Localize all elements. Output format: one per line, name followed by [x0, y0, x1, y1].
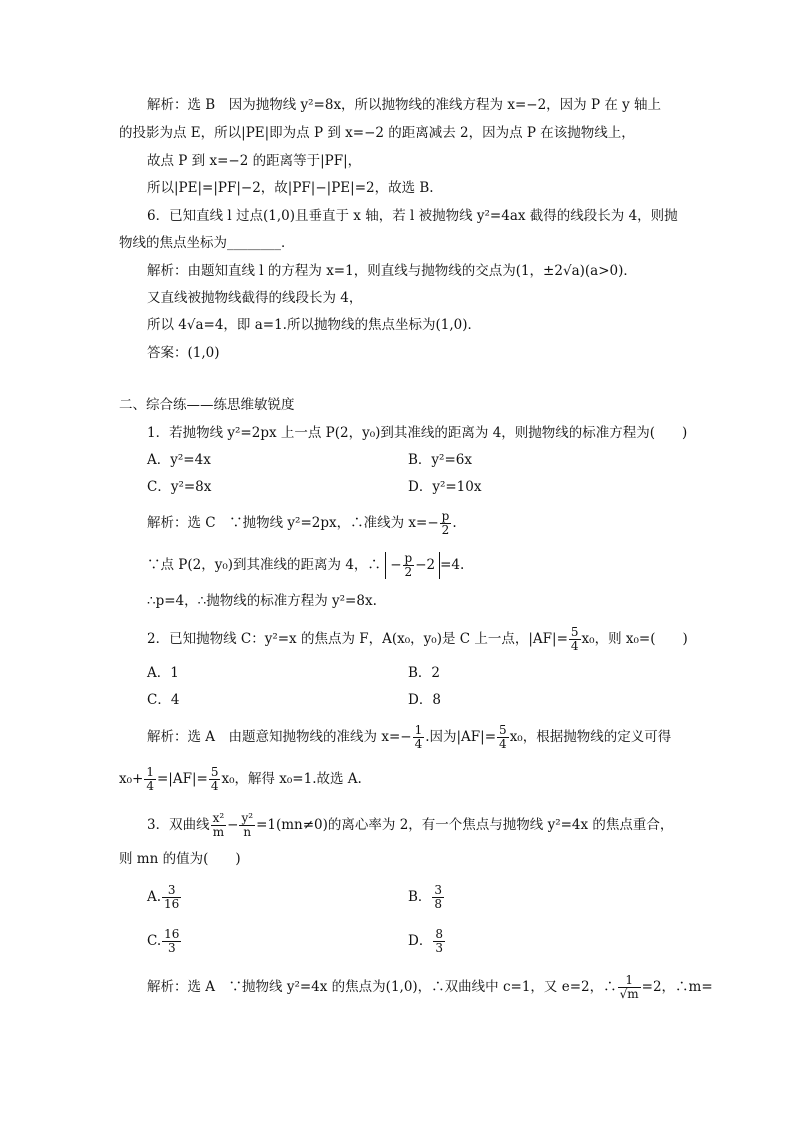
option-c: C. $\frac{16}{3}$	[147, 927, 180, 955]
option-b: B．y²=6x	[408, 452, 472, 468]
answer-line: 答案：(1,0)	[147, 345, 220, 361]
question-3: 3．双曲线 $\frac{\text{x²}}{m}$ − $\frac{\text{y²}}{n}$ =1(mn≠0)的离心率为 2，有一个焦点与抛物线 y²=4x 的焦点重合，	[147, 811, 674, 839]
option-a: A．y²=4x	[147, 452, 211, 468]
solution-line: 解析：选 C ∵抛物线 y²=2px，∴准线为 x=− $\frac{p}{2}$ .	[147, 509, 457, 537]
option-a: A. $\frac{3}{16}$	[147, 883, 180, 911]
text-line: 的投影为点 E，所以|PE|即为点 P 到 x=−2 的距离减去 2，因为点 P 在该抛物线上，	[119, 125, 635, 141]
absolute-value: − $\frac{p}{2}$ −2	[385, 552, 440, 579]
solution-line: x₀+ $\frac{1}{4}$ =|AF|= $\frac{5}{4}$ x₀，解得 x₀=1.故选 A.	[119, 765, 362, 793]
solution-line: 解析：选 A ∵抛物线 y²=4x 的焦点为(1,0)，∴双曲线中 c=1，又 e=2，∴ $\frac{1}{√m}$ =2，∴m=	[147, 973, 713, 1001]
question-6: 6．已知直线 l 过点(1,0)且垂直于 x 轴，若 l 被抛物线 y²=4ax 截得的线段长为 4，则抛	[147, 208, 678, 224]
question-1: 1．若抛物线 y²=2px 上一点 P(2，y₀)到其准线的距离为 4，则抛物线的标准方程为( )	[147, 425, 688, 441]
text-line: 所以|PE|=|PF|−2，故|PF|−|PE|=2，故选 B.	[147, 180, 434, 196]
option-d: D． $\frac{8}{3}$	[408, 927, 443, 955]
text-line: 所以 4√a=4，即 a=1.所以抛物线的焦点坐标为(1,0)．	[147, 317, 481, 333]
fraction: $\frac{p}{2}$	[441, 509, 450, 537]
question-6-cont: 物线的焦点坐标为________．	[119, 235, 295, 251]
solution-line: 解析：选 A 由题意知抛物线的准线为 x=− $\frac{1}{4}$ .因为|AF|= $\frac{5}{4}$ x₀，根据抛物线的定义可得	[147, 723, 672, 751]
option-c: C．4	[147, 692, 180, 708]
option-a: A．1	[147, 665, 179, 681]
text-line: 解析：选 B 因为抛物线 y²=8x，所以抛物线的准线方程为 x=−2，因为 P 在 y 轴上	[147, 97, 662, 113]
section-heading: 二、综合练——练思维敏锐度	[119, 397, 295, 413]
solution-line: ∵点 P(2，y₀)到其准线的距离为 4，∴ − $\frac{p}{2}$ −2 =4.	[147, 551, 465, 579]
text-line: 又直线被抛物线截得的线段长为 4，	[147, 290, 363, 306]
question-2: 2．已知抛物线 C：y²=x 的焦点为 F，A(x₀，y₀)是 C 上一点，|AF|= $\frac{5}{4}$ x₀，则 x₀=( )	[147, 625, 688, 653]
text-line: ∴p=4，∴抛物线的标准方程为 y²=8x.	[147, 593, 377, 609]
option-d: D．8	[408, 692, 441, 708]
text-line: 故点 P 到 x=−2 的距离等于|PF|，	[147, 153, 362, 169]
text-line: 解析：由题知直线 l 的方程为 x=1，则直线与抛物线的交点为(1，±2√a)(a>0)．	[147, 263, 637, 279]
option-d: D．y²=10x	[408, 479, 482, 495]
option-b: B． $\frac{3}{8}$	[408, 883, 443, 911]
question-3-cont: 则 mn 的值为( )	[119, 851, 241, 867]
option-b: B．2	[408, 665, 441, 681]
option-c: C．y²=8x	[147, 479, 212, 495]
